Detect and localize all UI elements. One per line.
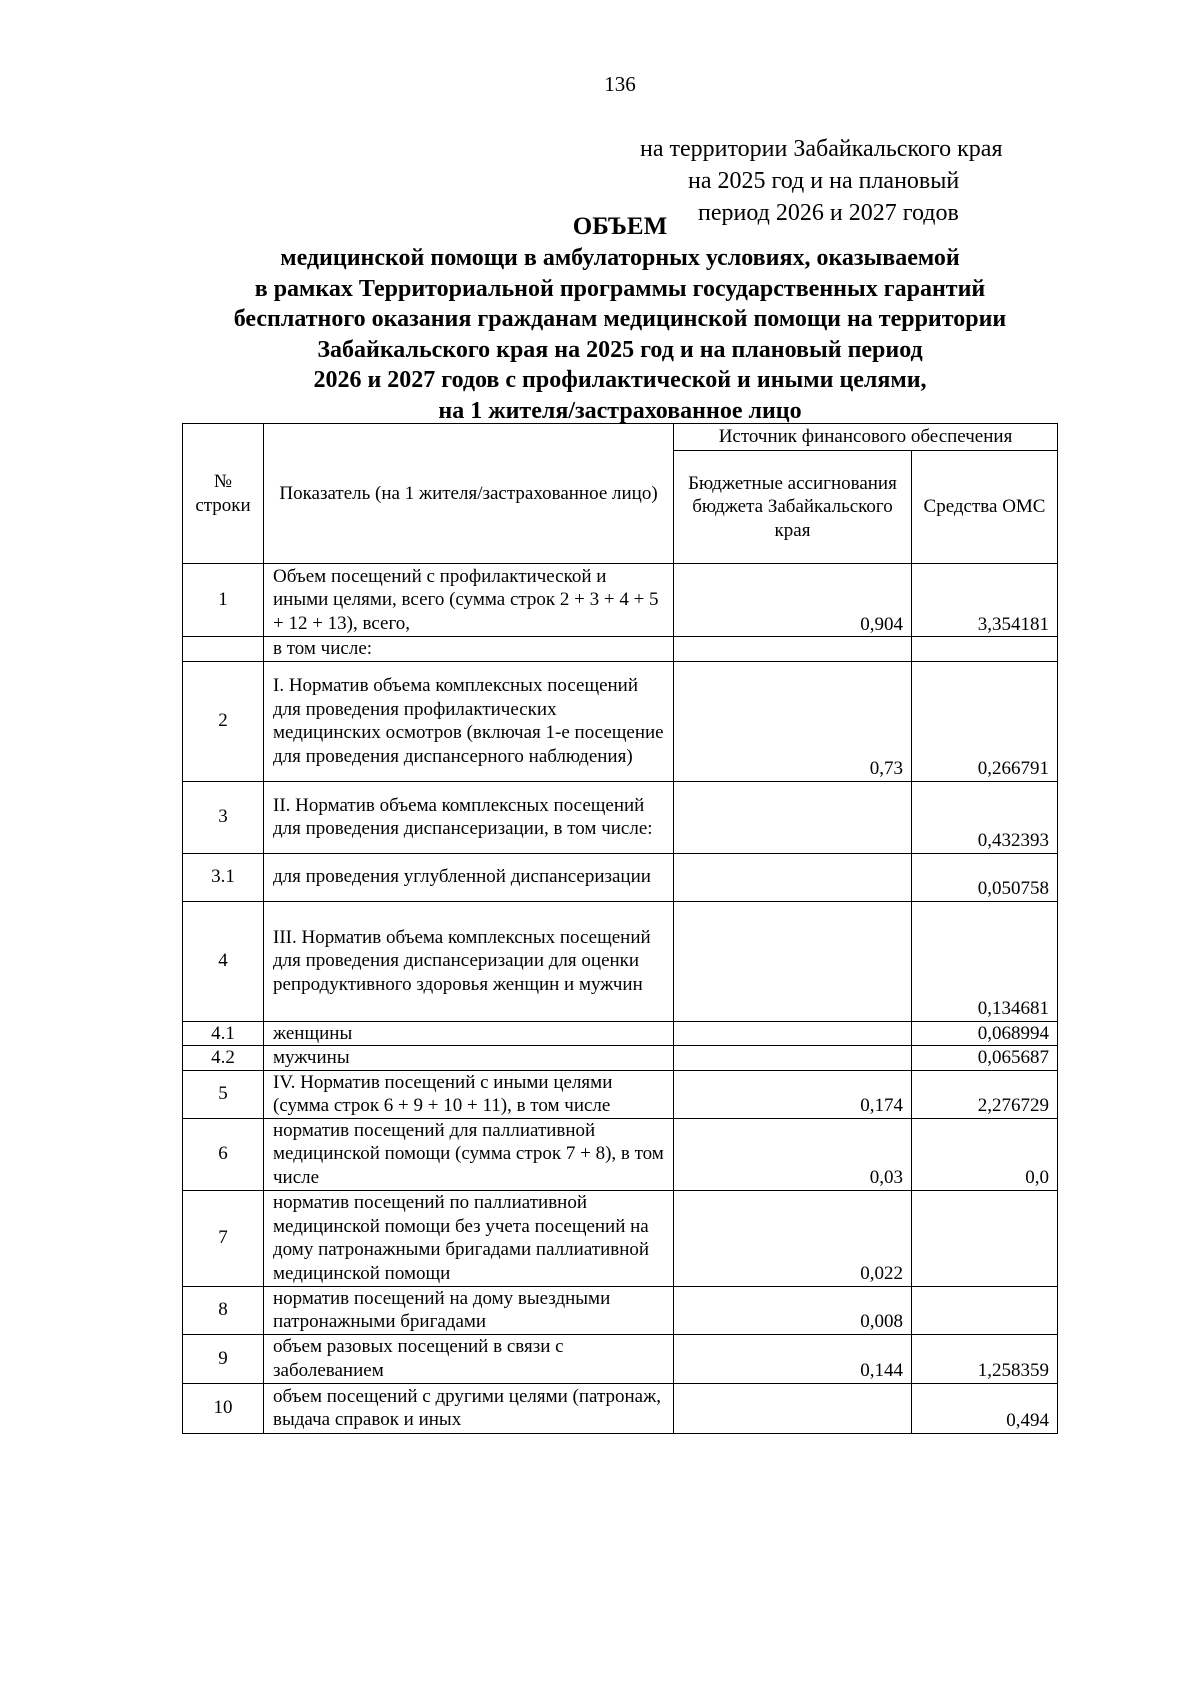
row-oms-cell: 0,266791 <box>912 661 1058 781</box>
header-source: Источник финансового обеспечения <box>674 424 1058 451</box>
row-num-cell: 1 <box>183 564 264 637</box>
row-num-cell: 4.2 <box>183 1046 264 1071</box>
header-line-3: период 2026 и 2027 годов <box>698 200 959 226</box>
row-indicator-cell: II. Норматив объема комплексных посещений для проведения диспансеризации, в том числе: <box>264 781 674 853</box>
row-indicator-cell: объем разовых посещений в связи с заболеванием <box>264 1334 674 1383</box>
header-budget: Бюджетные ассигнования бюджета Забайкальского края <box>674 451 912 564</box>
document-subtitle <box>180 243 1060 426</box>
table-row <box>183 661 1058 781</box>
table-row <box>183 1286 1058 1334</box>
row-oms-cell: 0,432393 <box>912 781 1058 853</box>
row-budget-cell: 0,03 <box>674 1118 912 1190</box>
header-oms: Средства ОМС <box>912 451 1058 564</box>
row-budget-cell <box>674 637 912 662</box>
row-num-cell: 4 <box>183 901 264 1021</box>
row-num-cell: 6 <box>183 1118 264 1190</box>
header-line-2: на 2025 год и на плановый <box>688 168 960 194</box>
row-indicator-cell: норматив посещений для паллиативной медицинской помощи (сумма строк 7 + 8), в том числе <box>264 1118 674 1190</box>
row-budget-cell: 0,144 <box>674 1334 912 1383</box>
table-row <box>183 1334 1058 1383</box>
subtitle-line-4: Забайкальского края на 2025 год и на плановый период <box>317 336 923 363</box>
row-oms-cell <box>912 1286 1058 1334</box>
row-oms-cell: 1,258359 <box>912 1334 1058 1383</box>
table-row <box>183 1021 1058 1046</box>
row-oms-cell: 2,276729 <box>912 1070 1058 1118</box>
row-budget-cell <box>674 781 912 853</box>
table-row <box>183 1383 1058 1433</box>
table-row <box>183 901 1058 1021</box>
row-indicator-cell: женщины <box>264 1021 674 1046</box>
row-oms-cell: 3,354181 <box>912 564 1058 637</box>
row-num-cell: 3 <box>183 781 264 853</box>
row-budget-cell: 0,174 <box>674 1070 912 1118</box>
row-indicator-cell: норматив посещений по паллиативной медицинской помощи без учета посещений на дому патронажными бригадами паллиативной медицинской помощи <box>264 1190 674 1286</box>
row-oms-cell <box>912 1190 1058 1286</box>
row-num-cell: 4.1 <box>183 1021 264 1046</box>
row-oms-cell <box>912 637 1058 662</box>
subtitle-line-6: на 1 жителя/застрахованное лицо <box>438 397 802 424</box>
table-row <box>183 1190 1058 1286</box>
table-row <box>183 564 1058 637</box>
subtitle-line-2: в рамках Территориальной программы государственных гарантий <box>254 275 986 302</box>
row-indicator-cell: в том числе: <box>264 637 674 662</box>
subtitle-line-1: медицинской помощи в амбулаторных условиях, оказываемой <box>280 245 960 271</box>
row-indicator-cell: мужчины <box>264 1046 674 1071</box>
row-budget-cell: 0,904 <box>674 564 912 637</box>
table-header-row <box>183 424 1058 451</box>
row-num-cell: 5 <box>183 1070 264 1118</box>
table-row <box>183 781 1058 853</box>
row-indicator-cell: I. Норматив объема комплексных посещений для проведения профилактических медицинских осмотров (включая 1-е посещение для проведения диспансерного наблюдения) <box>264 661 674 781</box>
row-budget-cell <box>674 1021 912 1046</box>
header-indicator: Показатель (на 1 жителя/застрахованное лицо) <box>264 424 674 564</box>
header-line-1: на территории Забайкальского края <box>640 136 1003 162</box>
volume-table <box>182 423 1058 1434</box>
subtitle-line-3: бесплатного оказания гражданам медицинской помощи на территории <box>233 306 1007 332</box>
row-budget-cell <box>674 1383 912 1433</box>
row-oms-cell: 0,068994 <box>912 1021 1058 1046</box>
row-oms-cell: 0,065687 <box>912 1046 1058 1071</box>
row-indicator-cell: Объем посещений с профилактической и иными целями, всего (сумма строк 2 + 3 + 4 + 5 + 12 + 13), всего, <box>264 564 674 637</box>
row-num-cell: 8 <box>183 1286 264 1334</box>
row-num-cell: 10 <box>183 1383 264 1433</box>
row-indicator-cell: для проведения углубленной диспансеризации <box>264 853 674 901</box>
row-indicator-cell: норматив посещений на дому выездными патронажными бригадами <box>264 1286 674 1334</box>
table-row <box>183 1046 1058 1071</box>
document-title: ОБЪЕМ <box>572 213 668 240</box>
subtitle-line-5: 2026 и 2027 годов с профилактической и иными целями, <box>313 367 927 393</box>
row-num-cell: 9 <box>183 1334 264 1383</box>
row-indicator-cell: III. Норматив объема комплексных посещений для проведения диспансеризации для оценки репродуктивного здоровья женщин и мужчин <box>264 901 674 1021</box>
table-row <box>183 1118 1058 1190</box>
row-oms-cell: 0,0 <box>912 1118 1058 1190</box>
row-indicator-cell: объем посещений с другими целями (патронаж, выдача справок и иных <box>264 1383 674 1433</box>
row-num-cell: 2 <box>183 661 264 781</box>
page-number: 136 <box>604 72 636 96</box>
table-row <box>183 853 1058 901</box>
row-oms-cell: 0,050758 <box>912 853 1058 901</box>
row-budget-cell <box>674 901 912 1021</box>
row-budget-cell <box>674 1046 912 1071</box>
row-indicator-cell: IV. Норматив посещений с иными целями (сумма строк 6 + 9 + 10 + 11), в том числе <box>264 1070 674 1118</box>
row-num-cell: 3.1 <box>183 853 264 901</box>
row-oms-cell: 0,494 <box>912 1383 1058 1433</box>
row-budget-cell: 0,73 <box>674 661 912 781</box>
row-num-cell <box>183 637 264 662</box>
row-budget-cell: 0,008 <box>674 1286 912 1334</box>
table-row <box>183 1070 1058 1118</box>
row-num-cell: 7 <box>183 1190 264 1286</box>
header-num: № строки <box>183 424 264 564</box>
table-row <box>183 637 1058 662</box>
row-oms-cell: 0,134681 <box>912 901 1058 1021</box>
row-budget-cell <box>674 853 912 901</box>
row-budget-cell: 0,022 <box>674 1190 912 1286</box>
